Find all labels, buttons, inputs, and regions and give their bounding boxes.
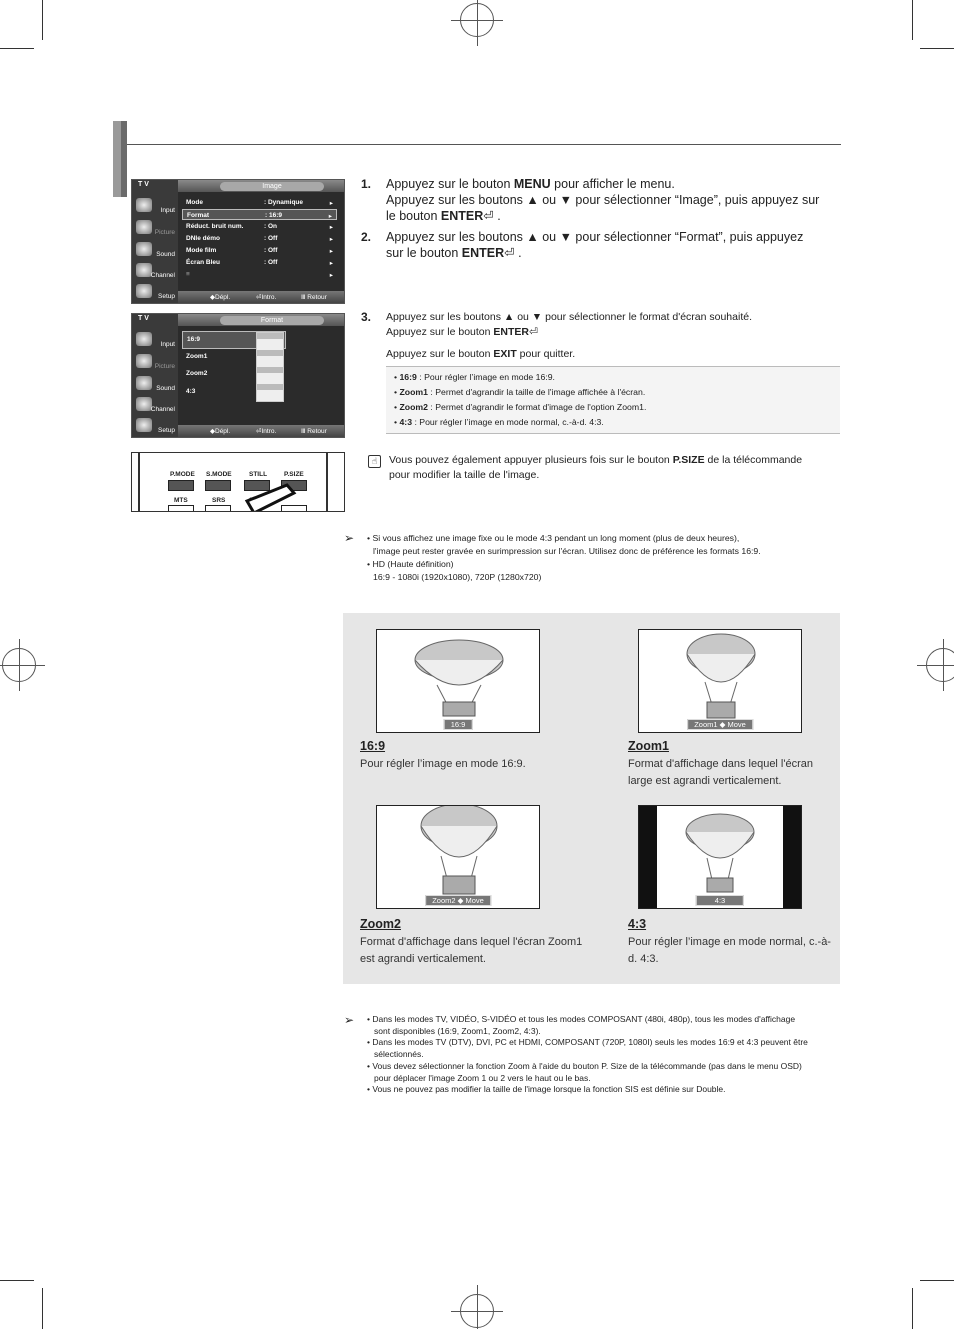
pmode-button[interactable] (168, 480, 194, 491)
setup-icon (136, 418, 152, 432)
osd-side-channel: Channel (134, 261, 178, 281)
channel-icon (136, 263, 152, 277)
format-options-box (386, 366, 840, 434)
step-number: 2. (361, 230, 372, 244)
header-rule (127, 144, 841, 145)
format-option: Zoom2 (186, 370, 208, 377)
step-3-text: Appuyez sur les boutons ▲ ou ▼ pour sélectionner le format d'écran souhaité. Appuyez sur le bouton ENTER⏎ (386, 311, 752, 338)
osd-tv-label: T V (138, 315, 149, 322)
option-item: • Zoom1 : Permet d'agrandir la taille de l'image affichée à l'écran. (394, 387, 646, 397)
sound-icon (136, 376, 152, 390)
enter-icon: ⏎ (504, 246, 515, 260)
osd-side-setup: Setup (134, 416, 178, 436)
osd-side-channel: Channel (134, 395, 178, 415)
osd-row: Écran Bleu : Off ▸ (186, 259, 333, 267)
registration-mark (926, 648, 954, 682)
osd-side-picture: Picture (134, 218, 178, 238)
remote-label: SRS (212, 497, 226, 504)
crop-mark (42, 1288, 43, 1329)
balloon-illustration (657, 806, 783, 909)
osd-row: Réduct. bruit num. : On ▸ (186, 223, 333, 231)
step-3-exit: Appuyez sur le bouton EXIT pour quitter. (386, 348, 576, 360)
remote-label: S.MODE (206, 471, 232, 478)
crop-mark (912, 0, 913, 40)
remote-label: P.MODE (170, 471, 195, 478)
arrow-right-icon: ▸ (329, 260, 333, 267)
osd-title: Format (220, 316, 324, 325)
osd-row-more (182, 269, 337, 280)
osd-side-picture: Picture (134, 352, 178, 372)
psize-note: Vous pouvez également appuyer plusieurs fois sur le bouton P.SIZE de la télécommande pour modifier la taille de l'image. (389, 454, 803, 481)
arrow-right-icon: ▸ (329, 272, 333, 279)
step-number: 3. (361, 310, 372, 324)
thumb-4-3 (638, 805, 802, 909)
osd-row-selected: Format : 16:9 ▸ (182, 209, 337, 220)
note-1: • Si vous affichez une image fixe ou le mode 4:3 pendant un long moment (plus de deux heures), l'image peut rester gravée en surimpression sur l'écran. Utilisez donc de préférence les formats 16:9. • HD (Haute définition) 16:9 - 1080i (1920x1080), 720P (1280x720) (367, 533, 761, 582)
osd-tv-label: T V (138, 181, 149, 188)
osd-side-sound: Sound (134, 240, 178, 260)
remote-label: MTS (174, 497, 188, 504)
arrow-right-icon: ▸ (328, 213, 332, 220)
osd-image-menu (131, 179, 345, 304)
mode-desc: Format d'affichage dans lequel l'écran Zoom1 est agrandi verticalement. (360, 936, 583, 965)
registration-mark (460, 3, 494, 37)
thumb-16-9 (376, 629, 540, 733)
osd-side-input: Input (134, 196, 178, 216)
mode-desc: Pour régler l’image en mode 16:9. (360, 758, 526, 770)
mts-button[interactable] (168, 505, 194, 512)
osd-format-menu (131, 313, 345, 438)
remote-label: P.SIZE (284, 471, 304, 478)
step-number: 1. (361, 177, 372, 191)
balloon-illustration (377, 806, 540, 909)
enter-icon: ⏎ (483, 209, 494, 223)
note-arrow-icon: ➢ (344, 1013, 355, 1027)
arrow-right-icon: ▸ (329, 248, 333, 255)
remote-control-illustration (131, 452, 345, 512)
format-preview-strip (256, 332, 284, 402)
menu-more-icon: ≡ (186, 271, 190, 278)
osd-row: DNIe démo : Off ▸ (186, 235, 333, 243)
osd-bottom-bar: ◆Dépl. ⏎Intro. Ⅲ Retour (178, 291, 344, 303)
crop-mark (0, 48, 34, 49)
pointer-hand-icon (242, 483, 302, 512)
picture-icon (136, 220, 152, 234)
setup-icon (136, 284, 152, 298)
osd-side-sound: Sound (134, 374, 178, 394)
mode-title: 4:3 (628, 917, 647, 931)
crop-mark (0, 1280, 34, 1281)
arrow-right-icon: ▸ (329, 200, 333, 207)
option-item: • 16:9 : Pour régler l’image en mode 16:9. (394, 372, 555, 382)
mode-desc: Pour régler l’image en mode normal, c.-à-d. 4:3. (628, 936, 831, 965)
arrow-right-icon: ▸ (329, 224, 333, 231)
registration-mark (460, 1294, 494, 1328)
format-illustrations-panel (343, 613, 840, 984)
mode-label: Zoom1 ◆ Move (687, 719, 753, 730)
mode-title: 16:9 (360, 739, 386, 753)
step-2-text: Appuyez sur les boutons ▲ ou ▼ pour sélectionner “Format”, puis appuyez sur le bouton ENTER⏎ . (386, 230, 804, 260)
header-bar-accent (113, 121, 121, 197)
enter-icon: ⏎ (529, 326, 538, 338)
crop-mark (912, 1288, 913, 1329)
crop-mark (42, 0, 43, 40)
picture-icon (136, 354, 152, 368)
input-icon (136, 198, 152, 212)
mode-title: Zoom2 (360, 917, 401, 931)
remote-label: STILL (249, 471, 268, 478)
thumb-zoom1 (638, 629, 802, 733)
input-icon (136, 332, 152, 346)
format-option: Zoom1 (186, 353, 208, 360)
format-option: 4:3 (186, 388, 196, 395)
smode-button[interactable] (205, 480, 231, 491)
osd-row: Mode : Dynamique ▸ (186, 199, 333, 207)
note-arrow-icon: ➢ (344, 531, 355, 545)
channel-icon (136, 397, 152, 411)
osd-side-input: Input (134, 330, 178, 350)
mode-label: 16:9 (444, 719, 473, 730)
osd-row: Mode film : Off ▸ (186, 247, 333, 255)
balloon-illustration (639, 630, 802, 733)
option-item: • 4:3 : Pour régler l’image en mode normal, c.-à-d. 4:3. (394, 417, 604, 427)
osd-bottom-bar: ◆Dépl. ⏎Intro. Ⅲ Retour (178, 425, 344, 437)
step-1-text: Appuyez sur le bouton MENU pour afficher le menu. Appuyez sur les boutons ▲ ou ▼ pour sélectionner “Image”, puis appuyez sur le bouton ENTER⏎ . (386, 177, 820, 223)
sound-icon (136, 242, 152, 256)
note-2: • Dans les modes TV, VIDÉO, S-VIDÉO et tous les modes COMPOSANT (480i, 480p), tous les modes d'affichage sont disponibles (16:9, Zoom1, Zoom2, 4:3). • Dans les modes TV (DTV), DVI, PC et HDMI, COMPOSANT (720P, 1080I) seuls les modes 16:9 et 4:3 peuvent être sélectionnés. • Vous devez sélectionner la fonction Zoom à l'aide du bouton P. Size de la télécommande (pas dans le menu OSD) pour déplacer l'image Zoom 1 ou 2 vers le haut ou le bas. • Vous ne pouvez pas modifier la taille de l'image lorsque la fonction SIS est définie sur Double. (367, 1014, 808, 1095)
option-item: • Zoom2 : Permet d'agrandir le format d'image de l'option Zoom1. (394, 402, 647, 412)
osd-title: Image (220, 182, 324, 191)
balloon-illustration (377, 630, 540, 733)
mode-label: Zoom2 ◆ Move (425, 895, 491, 906)
crop-mark (920, 1280, 954, 1281)
registration-mark (2, 648, 36, 682)
mode-label: 4:3 (696, 895, 744, 906)
format-option-selected: 16:9 (182, 331, 286, 349)
osd-side-setup: Setup (134, 282, 178, 302)
thumb-zoom2 (376, 805, 540, 909)
srs-button[interactable] (205, 505, 231, 512)
mode-desc: Format d'affichage dans lequel l'écran large est agrandi verticalement. (628, 758, 813, 787)
mode-title: Zoom1 (628, 739, 669, 753)
note-hand-icon: ☝ (368, 455, 381, 468)
arrow-right-icon: ▸ (329, 236, 333, 243)
crop-mark (920, 48, 954, 49)
